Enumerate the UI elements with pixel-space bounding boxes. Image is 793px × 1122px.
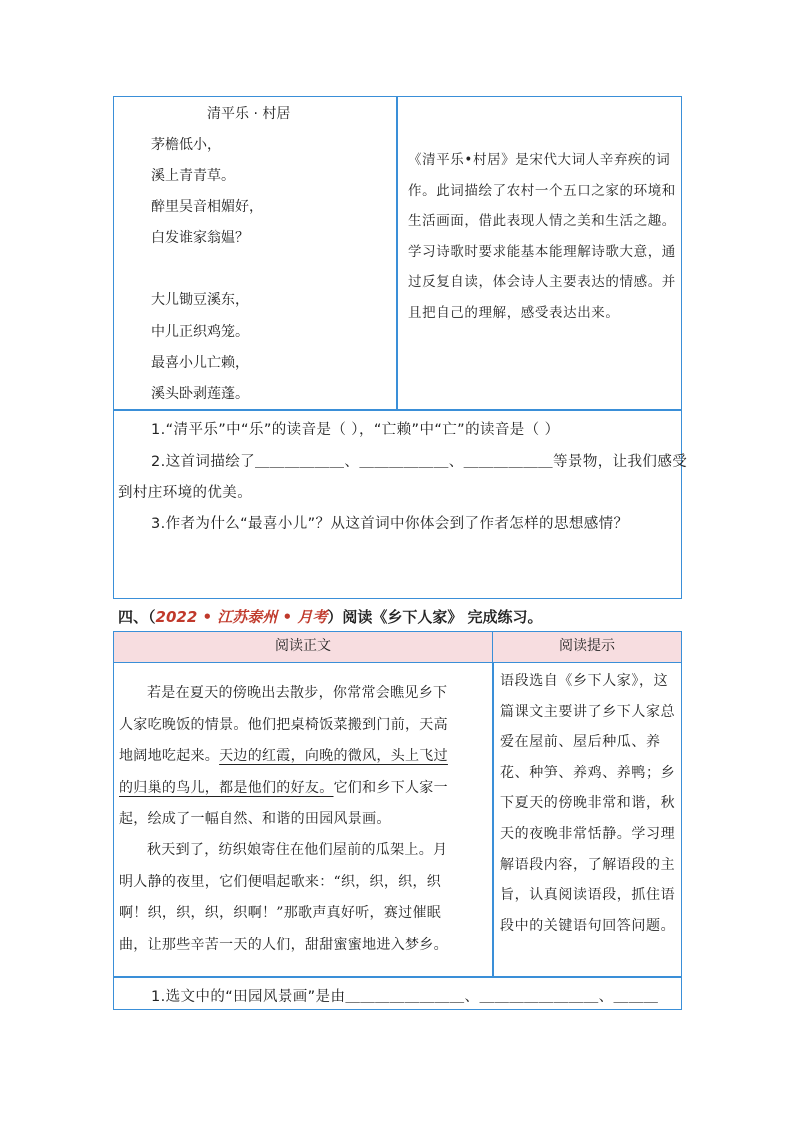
poem-line: 醉里吴音相媚好， bbox=[151, 199, 263, 215]
reading-row-divider bbox=[113, 976, 682, 978]
reading-column-divider bbox=[492, 662, 494, 977]
poem-line: 溪头卧剥莲蓬。 bbox=[151, 386, 249, 402]
question-2-line-2: 到村庄环境的优美。 bbox=[118, 485, 253, 501]
header-reading-hint: 阅读提示 bbox=[492, 631, 682, 663]
section-4-source: 2022 • 江苏泰州 • 月考 bbox=[155, 608, 328, 626]
reading-paragraph-1-part-a: 若是在夏天的傍晚出去散步，你常常会瞧见乡下人家吃晚饭的情景。他们把桌椅饭菜搬到门前，天高地阔地吃起来。 bbox=[119, 685, 448, 764]
poem-row-divider bbox=[113, 409, 682, 411]
poem-line: 茅檐低小， bbox=[151, 137, 221, 153]
reading-hint: 语段选自《乡下人家》，这篇课文主要讲了乡下人家总爱在屋前、屋后种瓜、养花、种笋、养鸡、养鸭；乡下夏天的傍晚非常和谐，秋天的夜晚非常恬静。学习理解语段内容，了解语段的主旨，认真阅读语段，抓住语段中的关键语句回答问题。 bbox=[500, 673, 676, 934]
poem-line: 中儿正织鸡笼。 bbox=[151, 324, 249, 340]
question-3: 3.作者为什么“最喜小儿”？从这首词中你体会到了作者怎样的思想感情？ bbox=[151, 516, 629, 532]
question-2-line-1: 2.这首词描绘了＿＿＿＿＿＿、＿＿＿＿＿＿、＿＿＿＿＿＿等景物，让我们感受 bbox=[151, 454, 688, 470]
poem-line: 白发谁家翁媪？ bbox=[151, 230, 249, 246]
header-reading-text: 阅读正文 bbox=[113, 631, 493, 663]
section-4-suffix: ）阅读《乡下人家》 完成练习。 bbox=[327, 608, 543, 626]
reading-paragraph-1 bbox=[119, 678, 457, 836]
section-4-prefix: 四、（ bbox=[118, 608, 156, 626]
reading-paragraph-1-part-c: 它们和乡下人家一起，绘成了一幅自然、和谐的田园风景画。 bbox=[119, 779, 448, 827]
poem-line: 最喜小儿亡赖， bbox=[151, 355, 249, 371]
section-4-heading bbox=[118, 606, 543, 627]
poem-title: 清平乐 · 村居 bbox=[207, 106, 291, 122]
poem-hint: 《清平乐•村居》是宋代大词人辛弃疾的词作。此词描绘了农村一个五口之家的环境和生活画面，借此表现人情之美和生活之趣。学习诗歌时要求能基本能理解诗歌大意，通过反复自读，体会诗人主要表达的情感。并且把自己的理解，感受表达出来。 bbox=[408, 152, 676, 321]
reading-paragraph-2: 秋天到了，纺织娘寄住在他们屋前的瓜架上。月明人静的夜里，它们便唱起歌来：“织，织，织，织啊！织，织，织，织啊！”那歌声真好听，赛过催眠曲，让那些辛苦一天的人们，甜甜蜜蜜地进入梦乡。 bbox=[119, 842, 448, 953]
poem-line: 大儿锄豆溪东， bbox=[151, 292, 249, 308]
question-1: 1.“清平乐”中“乐”的读音是（ ），“亡赖”中“亡”的读音是（ ） bbox=[151, 422, 560, 438]
reading-underlined-sentence: 天边的红霞，向晚的微风，头上飞过的归巢的鸟儿，都是他们的好友。 bbox=[119, 748, 448, 796]
reading-question-1: 1.选文中的“田园风景画”是由＿＿＿＿＿＿＿＿、＿＿＿＿＿＿＿＿、＿＿＿ bbox=[151, 989, 659, 1005]
poem-line: 溪上青青草。 bbox=[151, 168, 235, 184]
poem-column-divider bbox=[396, 96, 398, 410]
